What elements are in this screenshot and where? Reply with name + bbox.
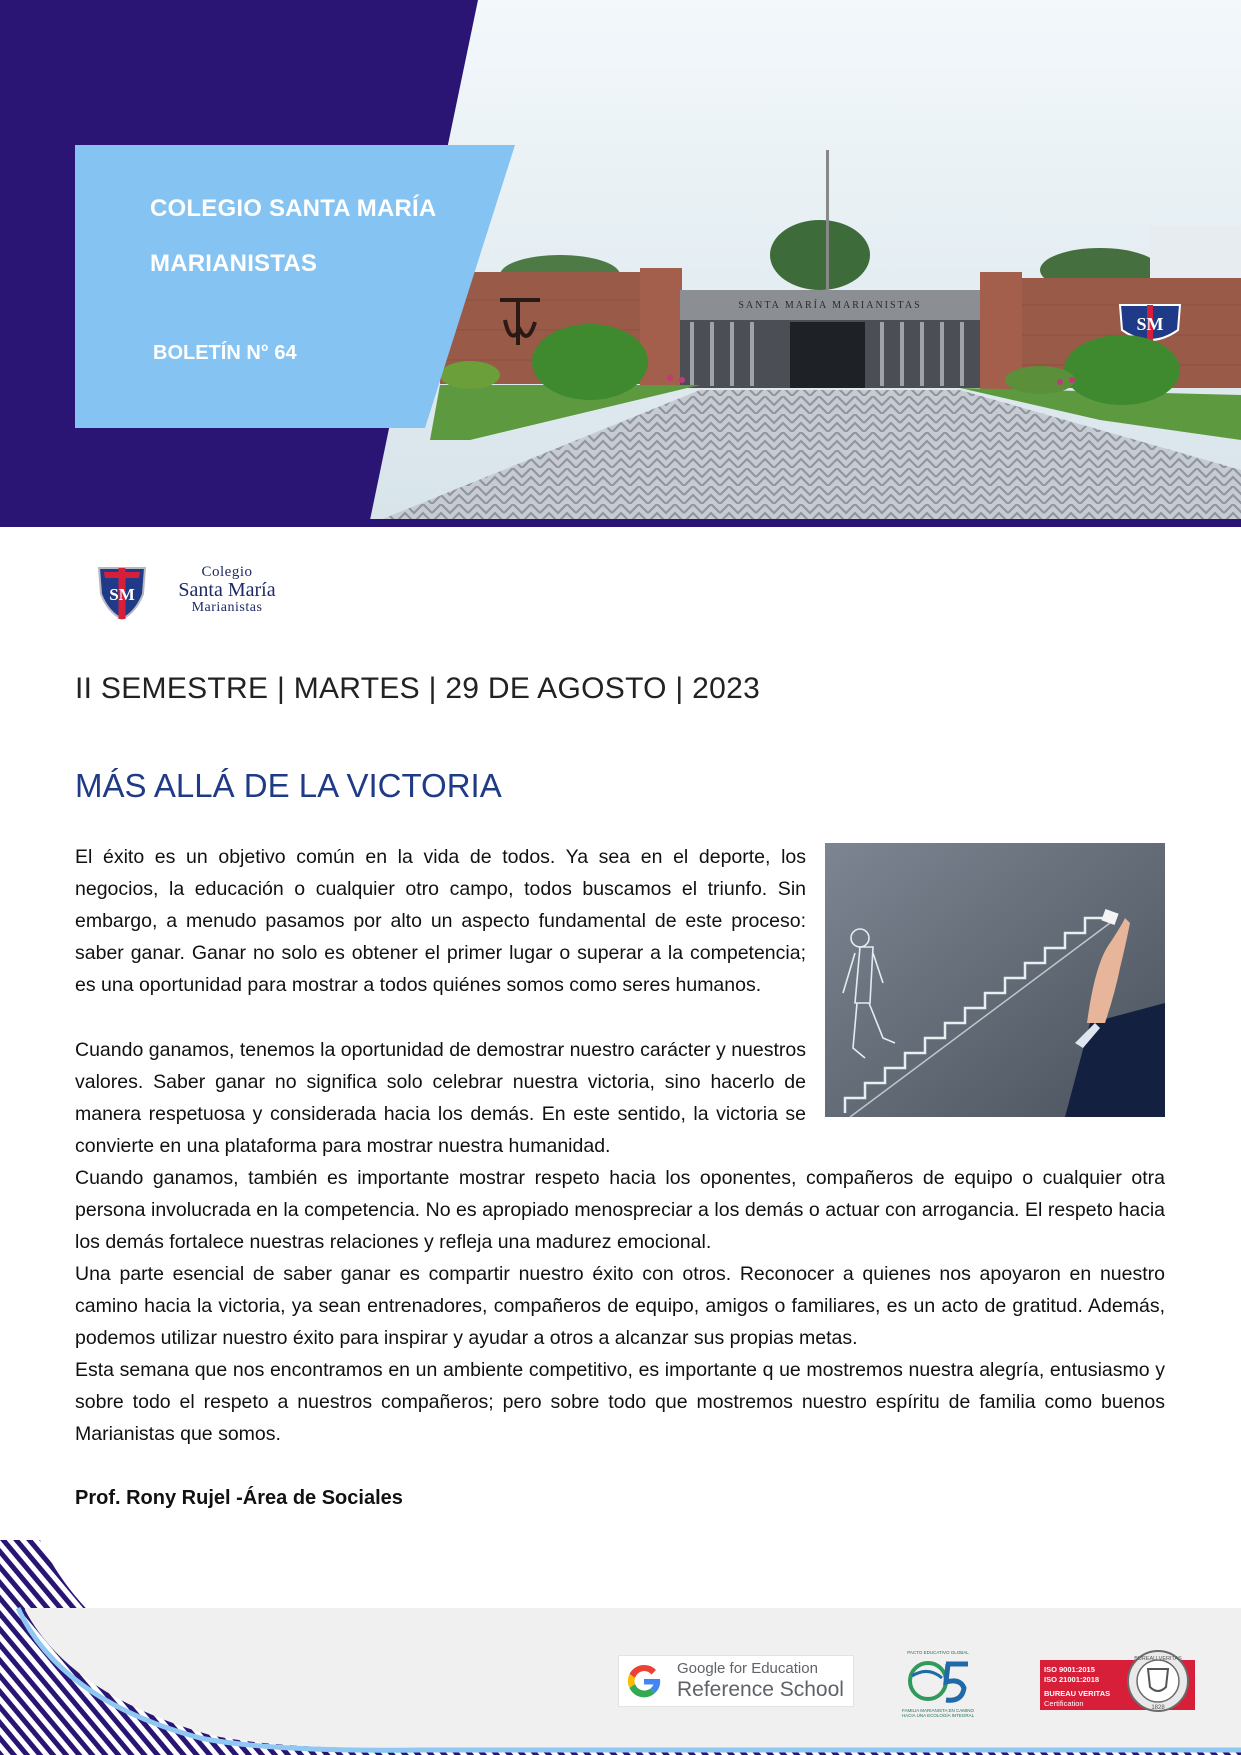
bv-iso-21001: ISO 21001:2018: [1044, 1675, 1100, 1684]
globe-icon: [898, 1656, 978, 1706]
logo-line1: Colegio: [201, 564, 253, 580]
shield-icon: [96, 564, 148, 622]
logo-line3: Marianistas: [191, 600, 263, 615]
header-banner: [0, 0, 1241, 527]
title-box: [75, 145, 515, 428]
bulletin-number: BOLETÍN N° 64: [153, 342, 297, 364]
bv-seal-year: 1828: [1151, 1705, 1165, 1711]
pacto-top-text: PACTO EDUCATIVO GLOBAL: [907, 1650, 969, 1655]
logo-wordmark: [152, 564, 302, 616]
article-paragraph-4: Una parte esencial de saber ganar es compartir nuestro éxito con otros. Reconocer a quienes nos apoyaron en nuestro camino hacia la victoria, ya sean entrenadores, compañeros de equipo, amigos o familiares, es un acto de gratitud. Además, podemos utilizar nuestro éxito para inspirar y ayudar a otros a alcanzar sus propias metas.: [75, 1263, 1165, 1349]
school-name-line1: COLEGIO SANTA MARÍA: [150, 195, 437, 222]
google-badge-bottom: Reference School: [677, 1678, 844, 1701]
bv-iso-9001: ISO 9001:2015: [1044, 1665, 1095, 1674]
article-paragraph-2: Cuando ganamos, tenemos la oportunidad de demostrar nuestro carácter y nuestros valores. Saber ganar no significa solo celebrar nuestra victoria, sino hacerlo de manera respetuosa y considerada hacia los demás. En este sentido, la victoria se convierte en una plataforma para mostrar nuestra humanidad.: [75, 1039, 806, 1157]
footer-decoration: [0, 1540, 1241, 1755]
article-title: MÁS ALLÁ DE LA VICTORIA: [75, 767, 502, 804]
date-line: II SEMESTRE | MARTES | 29 DE AGOSTO | 2023: [75, 672, 761, 705]
google-badge-top: Google for Education: [677, 1660, 818, 1677]
google-g-icon: [625, 1662, 663, 1700]
school-logo: [96, 564, 296, 626]
bureau-veritas-certification: [1040, 1657, 1195, 1712]
article-paragraph-5: Esta semana que nos encontramos en un ambiente competitivo, es importante q ue mostremos nuestra alegría, entusiasmo y sobre todo el respeto a nuestros compañeros; pero sobre todo que mostremos nuestro espíritu de familia como buenos Marianistas que somos.: [75, 1359, 1165, 1445]
building-sign: SANTA MARÍA MARIANISTAS: [738, 300, 922, 311]
article-author: Prof. Rony Rujel -Área de Sociales: [75, 1487, 403, 1509]
logo-line2: Santa María: [178, 579, 276, 601]
pacto-educativo-logo: [898, 1650, 978, 1716]
article-paragraph-3: Cuando ganamos, también es importante mostrar respeto hacia los oponentes, compañeros de equipo o cualquier otra persona involucrada en la competencia. No es apropiado menospreciar a los demás o actuar con arrogancia. El respeto hacia los demás fortalece nuestras relaciones y refleja una madurez emocional.: [75, 1167, 1165, 1253]
bv-certification: Certification: [1044, 1699, 1084, 1708]
bv-name: BUREAU VERITAS: [1044, 1689, 1111, 1698]
school-name-line2: MARIANISTAS: [150, 250, 318, 277]
google-for-education-badge: [618, 1655, 854, 1707]
bv-seal-icon: [1126, 1649, 1190, 1713]
wall-shield-letters: SM: [1136, 314, 1164, 334]
shield-letters: SM: [109, 585, 135, 604]
bv-seal-name: BUREAU VERITAS: [1134, 1656, 1182, 1662]
pacto-bottom-text: FAMILIA MARIANISTA EN CAMINO HACIA UNA ECOLOGÍA INTEGRAL: [901, 1708, 975, 1718]
title-box-shape: [75, 145, 515, 428]
stairs-illustration: [825, 843, 1165, 1117]
header-bottom-band: [0, 519, 1241, 527]
article-paragraph-1: El éxito es un objetivo común en la vida de todos. Ya sea en el deporte, los negocios, la educación o cualquier otro campo, todos buscamos el triunfo. Sin embargo, a menudo pasamos por alto un aspecto fundamental de este proceso: saber ganar. Ganar no solo es obtener el primer lugar o superar a la competencia; es una oportunidad para mostrar a todos quiénes somos como seres humanos.: [75, 846, 806, 996]
